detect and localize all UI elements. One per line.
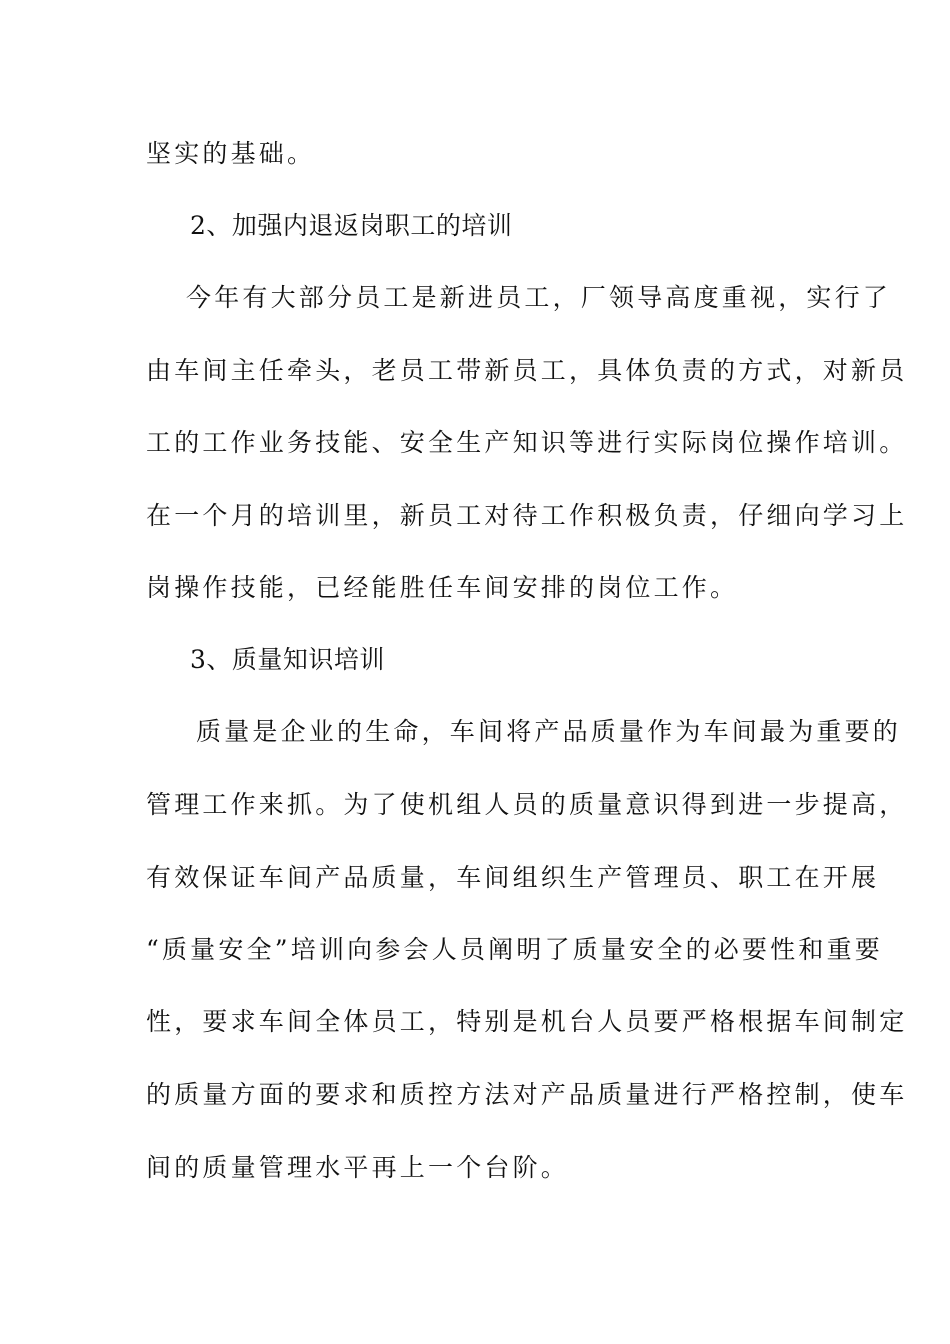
paragraph-line: 由车间主任牵头，老员工带新员工，具体负责的方式，对新员 (146, 356, 908, 385)
paragraph-line: 坚实的基础。 (146, 139, 316, 168)
paragraph-line: 性，要求车间全体员工，特别是机台人员要严格根据车间制定 (146, 1007, 908, 1036)
paragraph-line: 工的工作业务技能、安全生产知识等进行实际岗位操作培训。 (146, 428, 908, 457)
paragraph-line: 的质量方面的要求和质控方法对产品质量进行严格控制，使车 (146, 1080, 908, 1109)
paragraph-line: 今年有大部分员工是新进员工，厂领导高度重视，实行了 (186, 283, 892, 312)
paragraph-line: 间的质量管理水平再上一个台阶。 (146, 1153, 570, 1182)
paragraph-line: 质量是企业的生命，车间将产品质量作为车间最为重要的 (196, 717, 902, 746)
paragraph-line: “质量安全”培训向参会人员阐明了质量安全的必要性和重要 (146, 935, 883, 964)
paragraph-line: 有效保证车间产品质量，车间组织生产管理员、职工在开展 (146, 863, 880, 892)
section-heading: 2、加强内退返岗职工的培训 (190, 211, 513, 240)
paragraph-line: 管理工作来抓。为了使机组人员的质量意识得到进一步提高， (146, 790, 908, 819)
paragraph-line: 岗操作技能，已经能胜任车间安排的岗位工作。 (146, 573, 739, 602)
paragraph-line: 在一个月的培训里，新员工对待工作积极负责，仔细向学习上 (146, 501, 908, 530)
section-heading: 3、质量知识培训 (190, 645, 385, 674)
